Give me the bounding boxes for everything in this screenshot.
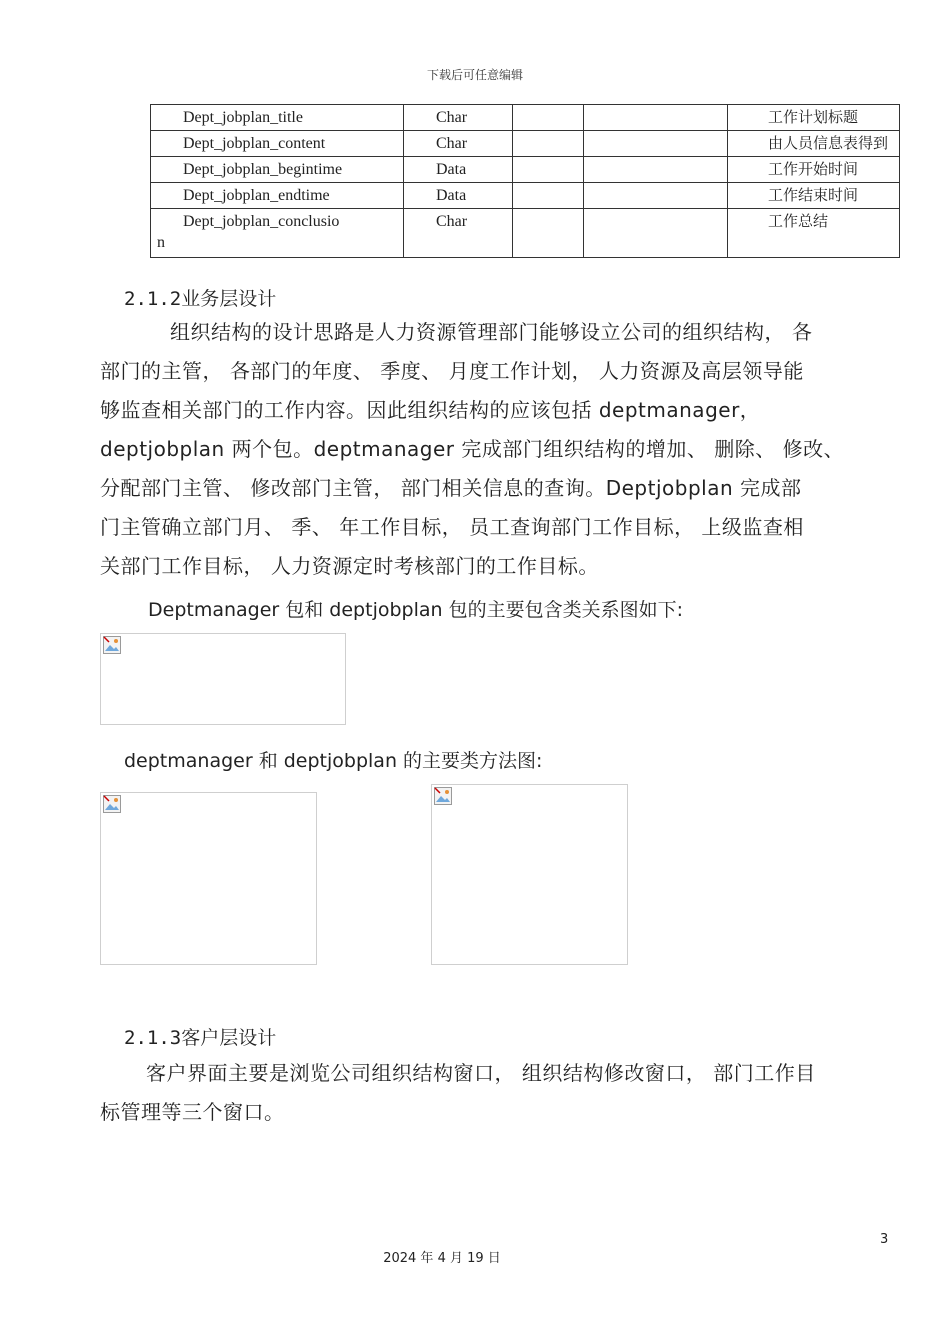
class-relation-diagram-image <box>100 633 346 725</box>
empty-cell <box>513 131 584 157</box>
field-name: Dept_jobplan_begintime <box>183 161 343 178</box>
table-row <box>151 131 900 157</box>
paragraph-line: deptjobplan 两个包。deptmanager 完成部门组织结构的增加、 删除、 修改、 <box>100 437 845 461</box>
section-2-1-2-paragraph <box>100 313 895 586</box>
deptmanager-method-diagram-image <box>100 792 317 965</box>
field-name-cell <box>151 105 404 131</box>
field-name-cell <box>151 209 404 258</box>
paragraph-line: 标管理等三个窗口。 <box>100 1100 285 1124</box>
field-name: Dept_jobplan_conclusio <box>183 213 340 230</box>
field-name-cell <box>151 131 404 157</box>
paragraph-line: 组织结构的设计思路是人力资源管理部门能够设立公司的组织结构， 各 <box>170 320 813 344</box>
table-row <box>151 183 900 209</box>
table-row <box>151 105 900 131</box>
field-description-cell: 工作开始时间 <box>728 157 900 183</box>
field-description-cell: 工作结束时间 <box>728 183 900 209</box>
field-type-cell: Char <box>404 209 513 258</box>
empty-cell <box>513 157 584 183</box>
field-name-cell <box>151 157 404 183</box>
broken-image-icon <box>103 795 121 813</box>
section-heading-2-1-2: 2.1.2业务层设计 <box>124 288 277 310</box>
page-header: 下载后可任意编辑 <box>426 68 523 82</box>
empty-cell <box>584 209 728 258</box>
class-diagram-caption: Deptmanager 包和 deptjobplan 包的主要包含类关系图如下: <box>148 599 683 621</box>
paragraph-line: 关部门工作目标， 人力资源定时考核部门的工作目标。 <box>100 554 599 578</box>
field-name: Dept_jobplan_title <box>183 109 303 126</box>
empty-cell <box>584 183 728 209</box>
field-description-cell: 由人员信息表得到 <box>728 131 900 157</box>
field-type-cell: Data <box>404 183 513 209</box>
broken-image-icon <box>103 636 121 654</box>
field-name: Dept_jobplan_content <box>183 135 326 152</box>
method-diagram-caption: deptmanager 和 deptjobplan 的主要类方法图: <box>124 750 543 772</box>
paragraph-line: 分配部门主管、 修改部门主管， 部门相关信息的查询。Deptjobplan 完成部 <box>100 476 802 500</box>
empty-cell <box>513 105 584 131</box>
paragraph-line: 客户界面主要是浏览公司组织结构窗口， 组织结构修改窗口， 部门工作目 <box>146 1061 816 1085</box>
field-type-cell: Data <box>404 157 513 183</box>
empty-cell <box>513 183 584 209</box>
empty-cell <box>513 209 584 258</box>
paragraph-line: 够监查相关部门的工作内容。因此组织结构的应该包括 deptmanager， <box>100 398 761 422</box>
section-heading-2-1-3: 2.1.3客户层设计 <box>124 1027 277 1049</box>
field-type-cell: Char <box>404 131 513 157</box>
deptjobplan-method-diagram-image <box>431 784 628 965</box>
section-2-1-3-paragraph <box>100 1054 895 1132</box>
field-name: Dept_jobplan_endtime <box>183 187 330 204</box>
empty-cell <box>584 157 728 183</box>
paragraph-line: 门主管确立部门月、 季、 年工作目标， 员工查询部门工作目标， 上级监查相 <box>100 515 804 539</box>
footer-date: 2024 年 4 月 19 日 <box>383 1251 501 1266</box>
paragraph-line: 部门的主管， 各部门的年度、 季度、 月度工作计划， 人力资源及高层领导能 <box>100 359 804 383</box>
empty-cell <box>584 105 728 131</box>
broken-image-icon <box>434 787 452 805</box>
field-description-cell: 工作计划标题 <box>728 105 900 131</box>
table-row <box>151 209 900 258</box>
page-number: 3 <box>880 1232 889 1247</box>
field-description-cell: 工作总结 <box>728 209 900 258</box>
field-type-cell: Char <box>404 105 513 131</box>
table-row <box>151 157 900 183</box>
empty-cell <box>584 131 728 157</box>
field-name-wrap: n <box>157 234 165 251</box>
field-table <box>150 104 900 258</box>
field-name-cell <box>151 183 404 209</box>
